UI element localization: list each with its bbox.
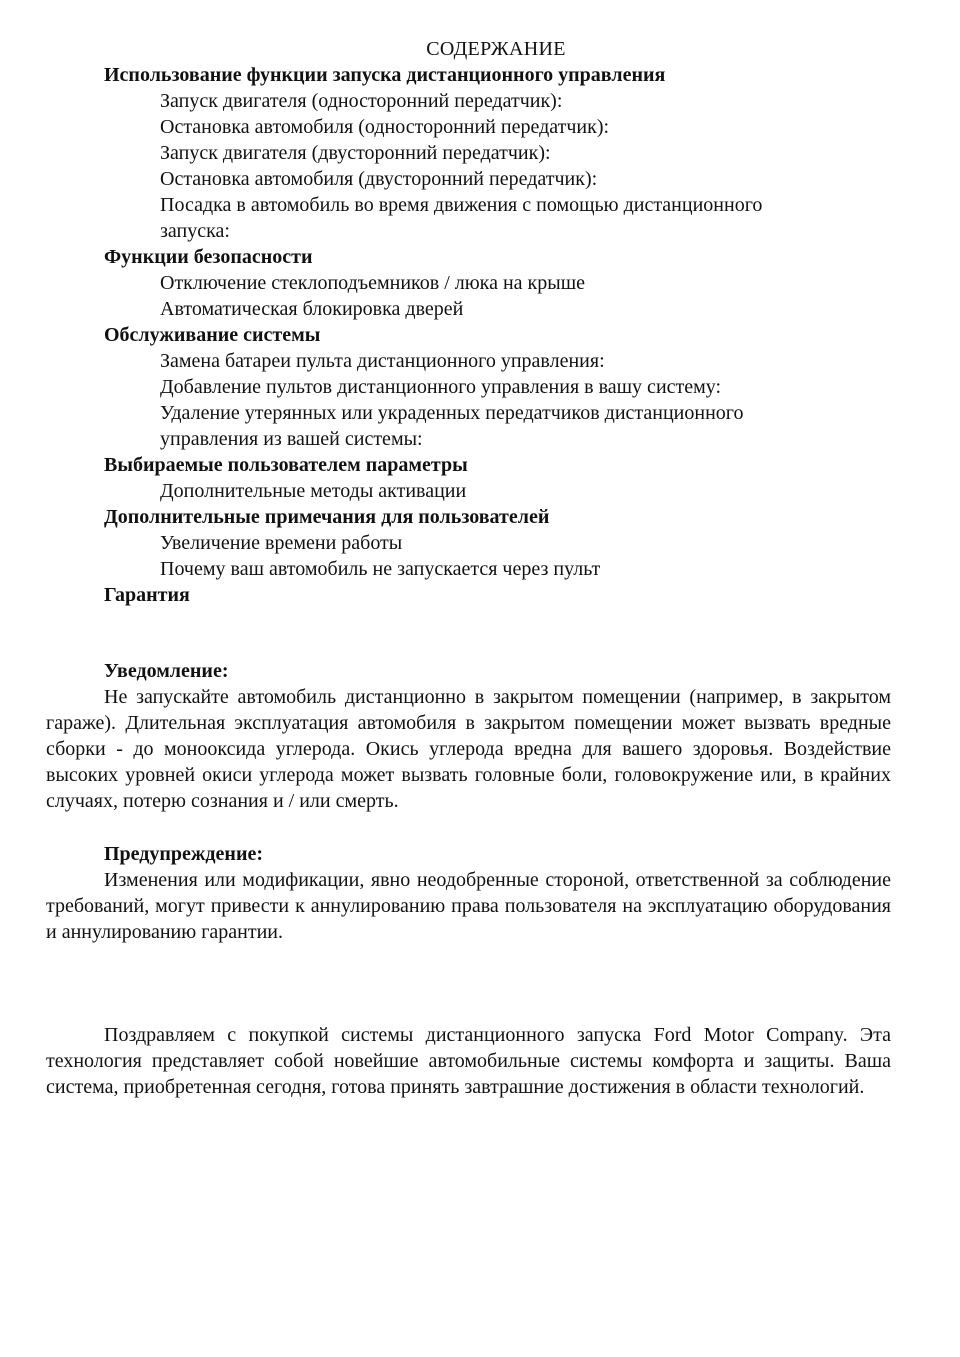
notice-block: [46, 658, 891, 814]
toc-item: Замена батареи пульта дистанционного управления:: [160, 350, 605, 372]
toc-item: Почему ваш автомобиль не запускается через пульт: [160, 558, 601, 580]
toc-section-heading: Обслуживание системы: [104, 324, 321, 346]
intro-text: Поздравляем с покупкой системы дистанционного запуска Ford Motor Company. Эта технология представляет собой новейшие автомобильные системы комфорта и защиты. Ваша система, приобретенная сегодня, готова принять завтрашние достижения в области технологий.: [46, 1024, 891, 1098]
page-title: СОДЕРЖАНИЕ: [426, 38, 566, 60]
toc-item: Удаление утерянных или украденных передатчиков дистанционного: [160, 402, 744, 424]
toc-item: запуска:: [160, 220, 230, 242]
toc-item: Остановка автомобиля (двусторонний передатчик):: [160, 168, 598, 190]
toc-item: Увеличение времени работы: [160, 532, 403, 554]
toc-item: Добавление пультов дистанционного управления в вашу систему:: [160, 376, 722, 398]
toc-item: Посадка в автомобиль во время движения с помощью дистанционного: [160, 194, 763, 216]
toc-section-heading: Дополнительные примечания для пользователей: [104, 506, 550, 528]
notice-heading: Уведомление:: [104, 660, 229, 682]
toc-section-heading: Выбираемые пользователем параметры: [104, 454, 468, 476]
toc-item: Остановка автомобиля (односторонний передатчик):: [160, 116, 610, 138]
toc-item: Запуск двигателя (двусторонний передатчик):: [160, 142, 551, 164]
warning-block: [46, 841, 891, 945]
warning-text: Изменения или модификации, явно неодобренные стороной, ответственной за соблюдение требований, могут привести к аннулированию права пользователя на эксплуатацию оборудования и аннулированию гарантии.: [46, 869, 891, 943]
toc-item: Отключение стеклоподъемников / люка на крыше: [160, 272, 585, 294]
toc-item: Автоматическая блокировка дверей: [160, 298, 464, 320]
table-of-contents: [104, 62, 884, 608]
toc-section-heading: Гарантия: [104, 584, 190, 606]
notice-text: Не запускайте автомобиль дистанционно в закрытом помещении (например, в закрытом гараже). Длительная эксплуатация автомобиля в закрытом помещении может вызвать вредные сборки - до монооксида углерода. Окись углерода вредна для вашего здоровья. Воздействие высоких уровней окиси углерода может вызвать головные боли, головокружение или, в крайних случаях, потерю сознания и / или смерть.: [46, 686, 891, 812]
toc-section-heading: Использование функции запуска дистанционного управления: [104, 64, 666, 86]
intro-block: [46, 1022, 891, 1100]
toc-item: Дополнительные методы активации: [160, 480, 467, 502]
toc-section-heading: Функции безопасности: [104, 246, 313, 268]
toc-item: управления из вашей системы:: [160, 428, 423, 450]
warning-heading: Предупреждение:: [104, 843, 264, 865]
toc-item: Запуск двигателя (односторонний передатчик):: [160, 90, 563, 112]
